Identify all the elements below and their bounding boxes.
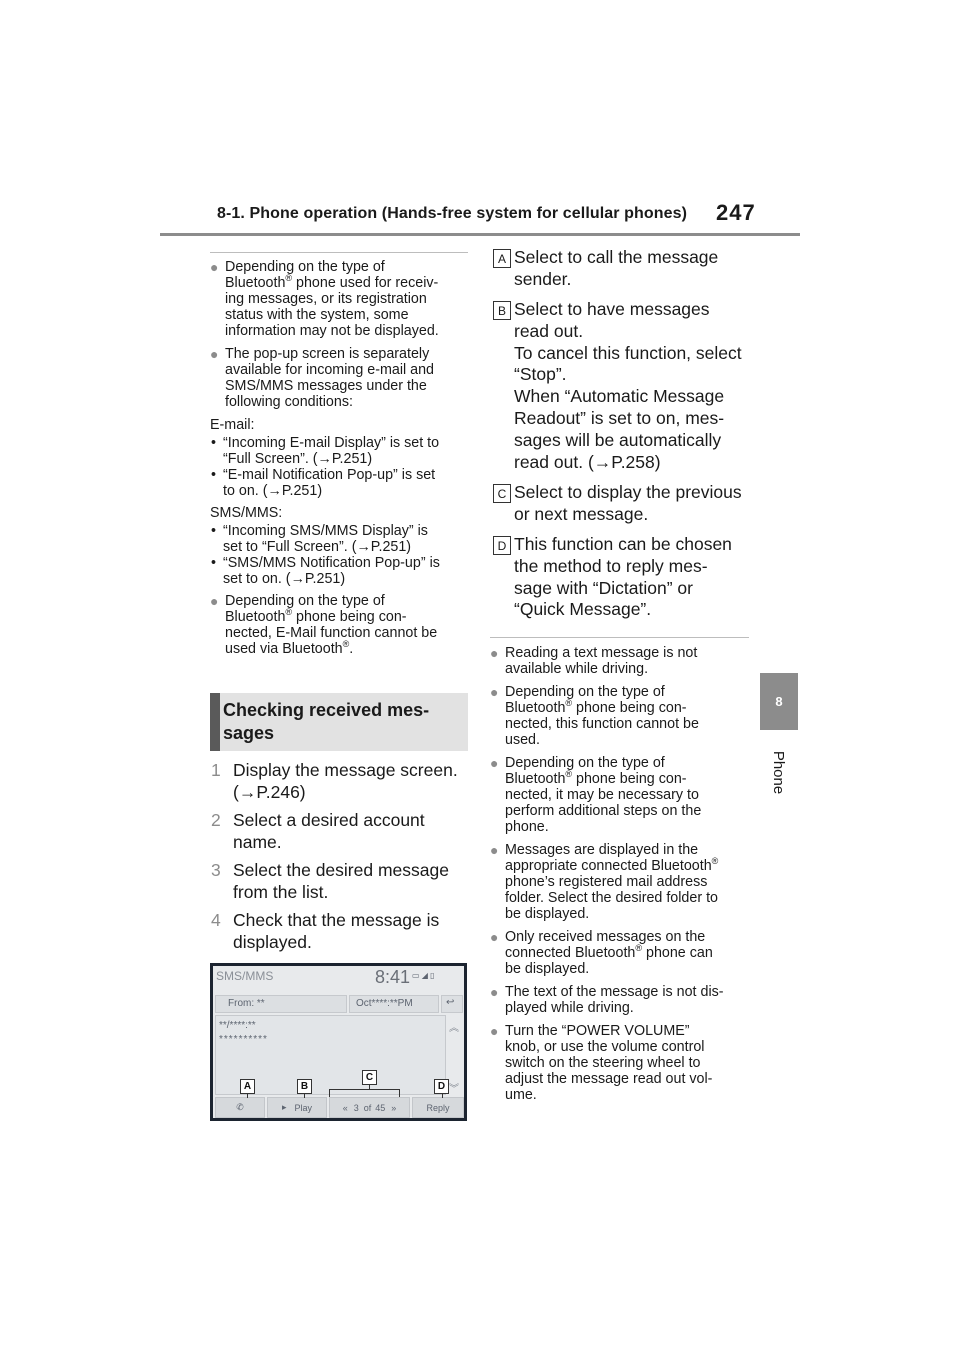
notes-rule bbox=[490, 637, 749, 638]
bullet-icon: ● bbox=[490, 984, 499, 1000]
play-button[interactable]: ▸ Play bbox=[267, 1097, 327, 1118]
step-3: 3 Select the desired message from the list. bbox=[211, 860, 449, 902]
note-reading: ● Reading a text message is not available while driving. bbox=[490, 645, 698, 677]
email-label: E-mail: bbox=[210, 417, 255, 433]
sms-condition-1: • “Incoming SMS/MMS Display” is set to “Full Screen”. (→P.251) bbox=[211, 523, 428, 555]
steps-list bbox=[211, 760, 476, 960]
bullet-icon: ● bbox=[490, 755, 499, 771]
chapter-tab-label: Phone bbox=[770, 750, 788, 794]
email-condition-2: • “E-mail Notification Pop-up” is set to on. (→P.251) bbox=[211, 467, 436, 499]
message-pager[interactable] bbox=[329, 1097, 410, 1118]
scroll-up-icon[interactable]: ︽ bbox=[449, 1023, 459, 1034]
note-folder: ● Messages are displayed in the appropriate connected Bluetooth® phone’s registered mail address folder. Select the desired folder to be displayed. bbox=[490, 842, 719, 922]
bullet-icon: ● bbox=[210, 593, 219, 609]
note-not-displayed: ● The text of the message is not dis- played while driving. bbox=[490, 984, 724, 1016]
section-header bbox=[210, 693, 468, 751]
key-b: B bbox=[493, 301, 511, 320]
item-c-text: Select to display the previous or next message. bbox=[514, 482, 742, 524]
bullet-icon: ● bbox=[490, 684, 499, 700]
email-condition-1: • “Incoming E-mail Display” is set to “Full Screen”. (→P.251) bbox=[211, 435, 440, 467]
bullet-icon: ● bbox=[490, 1023, 499, 1039]
arrow-icon: → bbox=[238, 781, 257, 802]
key-a: A bbox=[493, 249, 511, 268]
screen-title: SMS/MMS bbox=[216, 969, 274, 983]
page-total: 45 bbox=[375, 1102, 386, 1113]
arrow-icon: → bbox=[356, 539, 371, 555]
scroll-down-icon[interactable]: ︾ bbox=[449, 1084, 459, 1095]
callout-b: B bbox=[297, 1079, 312, 1094]
from-field: From: ** bbox=[215, 995, 347, 1013]
arrow-icon: → bbox=[267, 483, 282, 499]
bullet-icon: ● bbox=[490, 929, 499, 945]
page-number: 247 bbox=[716, 200, 756, 225]
back-icon: ↩ bbox=[446, 997, 455, 1008]
bullet-icon: ● bbox=[490, 645, 499, 661]
section-title-line-2: sages bbox=[223, 723, 275, 743]
note-popup: ● The pop-up screen is separately available for incoming e-mail and SMS/MMS messages under the following conditions: bbox=[210, 346, 435, 410]
step-1: 1 Display the message screen. (→P.246) bbox=[211, 760, 458, 802]
phone-icon: ✆ bbox=[236, 1102, 244, 1112]
date-field: Oct****:**PM bbox=[349, 995, 439, 1013]
chapter-title: 8-1. Phone operation (Hands-free system for cellular phones) bbox=[217, 205, 688, 222]
play-icon: ▸ bbox=[281, 1102, 287, 1112]
page-current: 3 bbox=[353, 1102, 359, 1113]
notes-rule bbox=[210, 252, 468, 253]
next-icon: » bbox=[391, 1102, 397, 1113]
item-d-text: This function can be chosen the method to reply mes- sage with “Dictation” or “Quick Message”. bbox=[514, 534, 732, 620]
note-received-only: ● Only received messages on the connected Bluetooth® phone can be displayed. bbox=[490, 929, 713, 977]
arrow-icon: → bbox=[317, 451, 332, 467]
message-body: **/****:** ********** bbox=[215, 1015, 446, 1095]
reply-button[interactable]: Reply bbox=[412, 1097, 464, 1118]
step-4: 4 Check that the message is displayed. bbox=[211, 910, 440, 952]
section-title-line-1: Checking received mes- bbox=[223, 700, 430, 720]
status-icons: ▭ ◢ ▯ bbox=[412, 971, 435, 980]
item-b-text: Select to have messages read out. To cancel this function, select “Stop”. When “Automatic Message Readout” is set to on, mes- sages will be automatically read out. (→P.258) bbox=[514, 299, 742, 472]
call-button[interactable] bbox=[215, 1097, 265, 1118]
sms-condition-2: • “SMS/MMS Notification Pop-up” is set to on. (→P.251) bbox=[211, 555, 440, 587]
back-button[interactable] bbox=[441, 995, 463, 1013]
key-d: D bbox=[493, 536, 511, 555]
callout-d: D bbox=[434, 1079, 449, 1094]
previous-icon: « bbox=[342, 1102, 348, 1113]
right-notes bbox=[490, 637, 752, 1110]
sms-label: SMS/MMS: bbox=[210, 505, 283, 521]
step-2: 2 Select a desired account name. bbox=[211, 810, 425, 852]
item-a-text: Select to call the message sender. bbox=[514, 247, 719, 289]
bullet-icon: ● bbox=[210, 259, 219, 275]
key-c: C bbox=[493, 484, 511, 503]
note-function-unavailable: ● Depending on the type of Bluetooth® phone being con- nected, this function cannot be used. bbox=[490, 684, 699, 748]
note-email-function: ● Depending on the type of Bluetooth® phone being con- nected, E-Mail function cannot be used via Bluetooth®. bbox=[210, 593, 438, 657]
arrow-icon: → bbox=[593, 451, 612, 472]
callout-a: A bbox=[240, 1079, 255, 1094]
bullet-icon: ● bbox=[490, 842, 499, 858]
left-notes bbox=[210, 252, 470, 664]
note-volume: ● Turn the “POWER VOLUME” knob, or use the volume control switch on the steering wheel to adjust the message read out vol- ume. bbox=[490, 1023, 713, 1103]
callout-c: C bbox=[362, 1070, 377, 1085]
chapter-tab: 8 bbox=[760, 673, 798, 730]
note-additional-steps: ● Depending on the type of Bluetooth® phone being con- nected, it may be necessary to perform additional steps on the phone. bbox=[490, 755, 702, 835]
arrow-icon: → bbox=[290, 571, 305, 587]
header-rule bbox=[160, 233, 800, 236]
message-screen-illustration bbox=[210, 963, 467, 1121]
screen-clock: 8:41 bbox=[375, 967, 411, 987]
bullet-icon: ● bbox=[210, 346, 219, 362]
page-of: of bbox=[363, 1102, 372, 1113]
note-bluetooth-type: ● Depending on the type of Bluetooth® phone used for receiv- ing messages, or its registration status with the system, some information may not be displayed. bbox=[210, 259, 439, 339]
